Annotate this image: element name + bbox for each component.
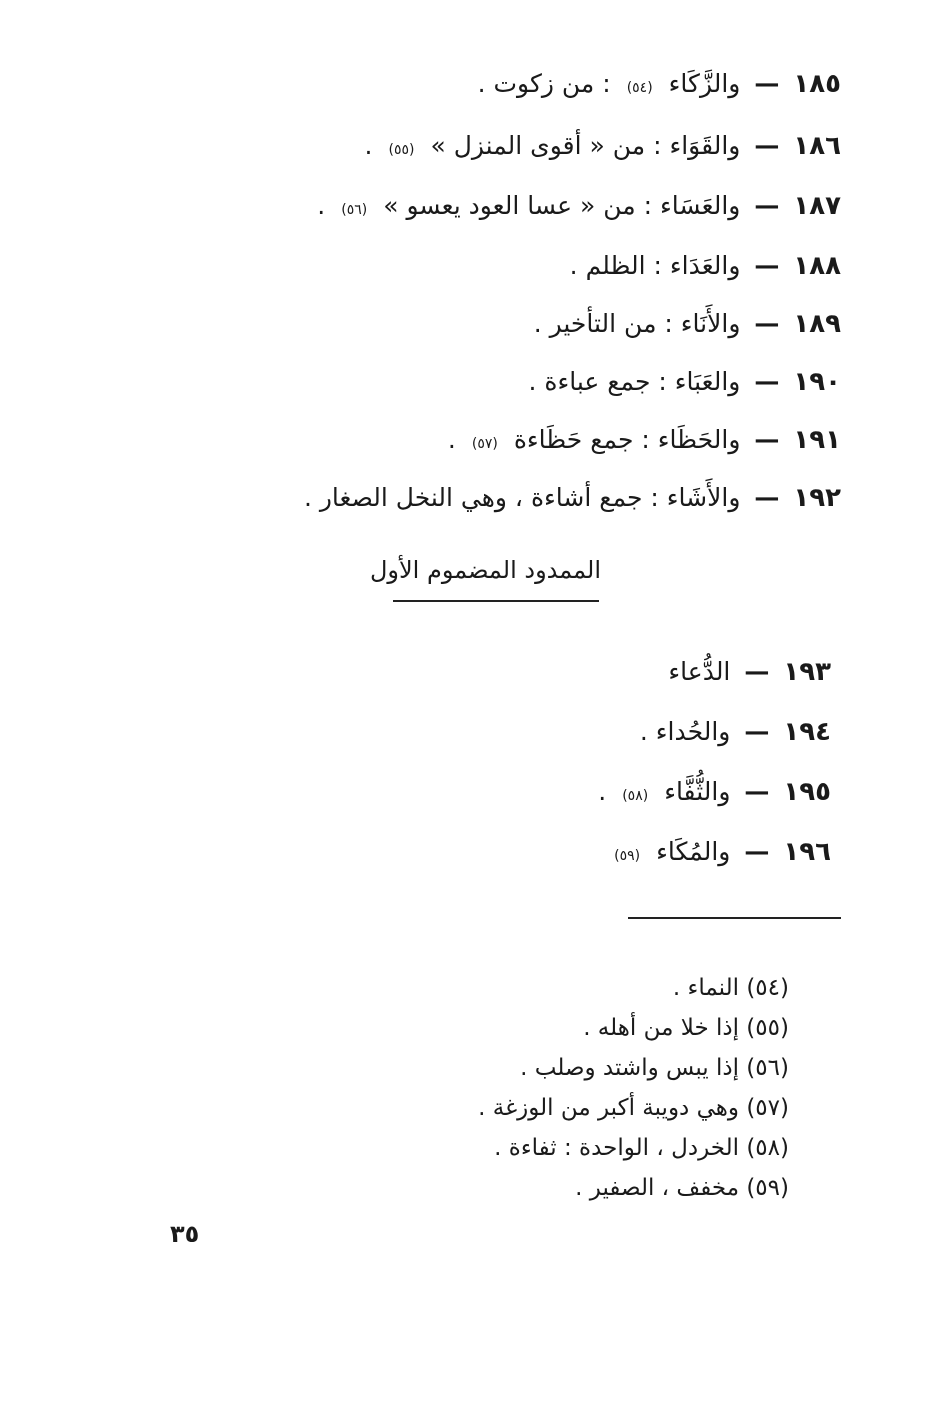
entry-dash: — bbox=[744, 657, 770, 686]
footnote-56: (٥٦) إذا يبس واشتد وصلب . bbox=[520, 1055, 789, 1081]
entry-text: والزَّكَاء bbox=[668, 69, 741, 98]
entry-number: ١٨٩ bbox=[793, 309, 841, 339]
entry-dash: — bbox=[754, 191, 780, 220]
entry-number: ١٨٨ bbox=[793, 251, 841, 281]
entry-text: والأَنَاء : من التأخير . bbox=[533, 309, 741, 338]
entry-dash: — bbox=[754, 69, 780, 98]
footnote-ref: (٥٩) bbox=[614, 848, 641, 864]
page-number: ٣٥ bbox=[170, 1220, 200, 1248]
entry-number: ١٨٦ bbox=[793, 131, 841, 161]
entry-187 bbox=[317, 186, 841, 230]
entry-number: ١٩٤ bbox=[783, 717, 831, 747]
footnote-59: (٥٩) مخفف ، الصفير . bbox=[575, 1175, 789, 1201]
entry-dash: — bbox=[754, 131, 780, 160]
footnote-ref: (٥٤) bbox=[626, 80, 653, 96]
entry-rest: . bbox=[598, 777, 607, 806]
entry-number: ١٩٥ bbox=[783, 777, 831, 807]
entry-text: والقَوَاء : من « أقوى المنزل » bbox=[430, 131, 741, 160]
entry-dash: — bbox=[754, 425, 780, 454]
entry-number: ١٨٧ bbox=[793, 191, 841, 221]
entry-rest: : من زكوت . bbox=[477, 69, 611, 98]
entry-dash: — bbox=[744, 717, 770, 746]
entry-dash: — bbox=[754, 251, 780, 280]
entry-185 bbox=[478, 64, 841, 108]
entry-number: ١٩٢ bbox=[793, 483, 841, 513]
entry-text: والعَسَاء : من « عسا العود يعسو » bbox=[383, 191, 741, 220]
entry-195 bbox=[598, 772, 831, 816]
entry-rest: . bbox=[364, 131, 373, 160]
entry-rest: . bbox=[447, 425, 456, 454]
entry-text: والحَظَاء : جمع حَظَاءة bbox=[513, 425, 741, 454]
footnote-57: (٥٧) وهي دويبة أكبر من الوزغة . bbox=[478, 1095, 789, 1121]
entry-dash: — bbox=[744, 837, 770, 866]
entry-number: ١٩٠ bbox=[793, 367, 841, 397]
footnote-ref: (٥٧) bbox=[471, 436, 498, 452]
section-heading: الممدود المضموم الأول bbox=[369, 556, 601, 584]
entry-188 bbox=[570, 246, 841, 286]
footnote-55: (٥٥) إذا خلا من أهله . bbox=[583, 1015, 789, 1041]
entry-text: والحُداء . bbox=[639, 717, 731, 746]
entry-dash: — bbox=[754, 367, 780, 396]
footnote-ref: (٥٥) bbox=[388, 142, 415, 158]
entry-dash: — bbox=[754, 483, 780, 512]
entry-194 bbox=[640, 712, 831, 752]
footnote-54: (٥٤) النماء . bbox=[672, 975, 789, 1001]
entry-text: والمُكَاء bbox=[656, 837, 731, 866]
heading-underline bbox=[393, 600, 599, 602]
entry-186 bbox=[365, 126, 841, 170]
entry-191 bbox=[448, 420, 841, 464]
entry-text: والثُّفَّاء bbox=[664, 777, 731, 806]
entry-number: ١٩٣ bbox=[783, 657, 831, 687]
entry-text: والعَدَاء : الظلم . bbox=[569, 251, 741, 280]
footnote-ref: (٥٨) bbox=[622, 788, 649, 804]
entry-189 bbox=[534, 304, 841, 344]
entry-text: الدُّعاء bbox=[668, 657, 731, 686]
footnote-ref: (٥٦) bbox=[341, 202, 368, 218]
entry-rest: . bbox=[317, 191, 326, 220]
entry-dash: — bbox=[744, 777, 770, 806]
footnote-separator bbox=[628, 917, 841, 919]
entry-190 bbox=[528, 362, 841, 402]
entry-text: والأَشَاء : جمع أشاءة ، وهي النخل الصغار . bbox=[303, 483, 741, 512]
entry-192 bbox=[304, 478, 841, 518]
entry-193 bbox=[668, 652, 831, 692]
entry-196 bbox=[612, 832, 831, 876]
entry-text: والعَبَاء : جمع عباءة . bbox=[528, 367, 741, 396]
entry-dash: — bbox=[754, 309, 780, 338]
footnote-58: (٥٨) الخردل ، الواحدة : ثفاءة . bbox=[494, 1135, 789, 1161]
entry-number: ١٩١ bbox=[793, 425, 841, 455]
entry-number: ١٨٥ bbox=[793, 69, 841, 99]
entry-number: ١٩٦ bbox=[783, 837, 831, 867]
